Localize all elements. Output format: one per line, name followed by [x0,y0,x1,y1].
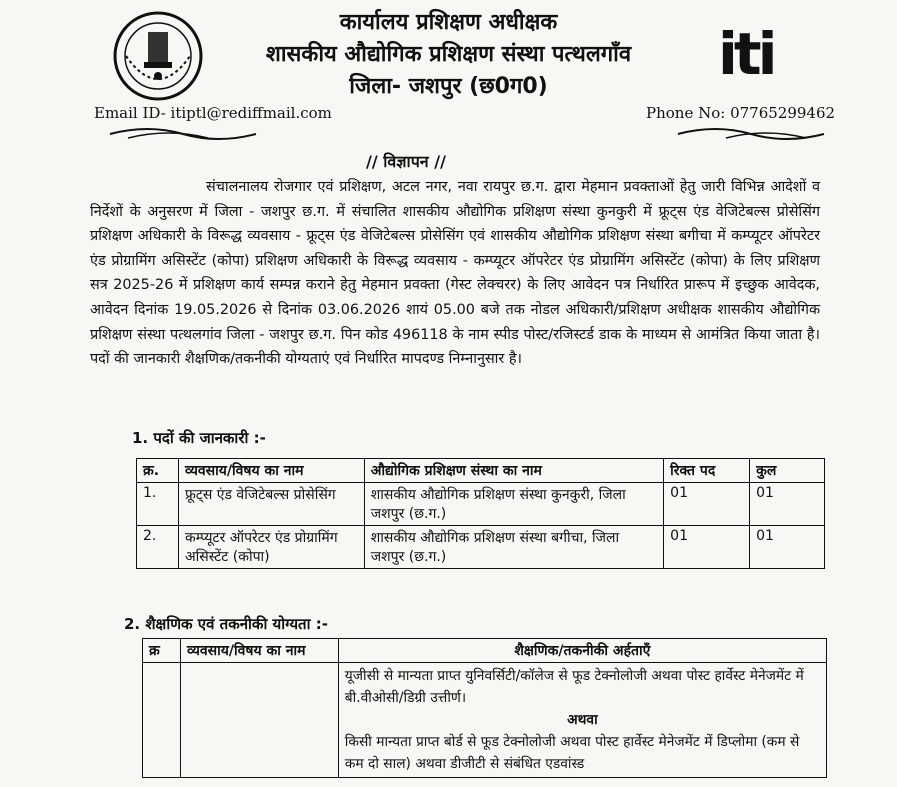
cell-serial [143,663,181,778]
iti-logo-text: iti [718,24,774,82]
col-institute: औद्योगिक प्रशिक्षण संस्था का नाम [364,459,663,483]
col-trade: व्यवसाय/विषय का नाम [178,459,364,483]
phone-number: Phone No: 07765299462 [646,104,836,122]
flourish-right-icon [676,124,826,144]
cell-trade: फ्रूट्स एंड वेजिटेबल्स प्रोसेसिंग [178,483,364,526]
cell-total: 01 [750,483,825,526]
institute-title: शासकीय औद्योगिक प्रशिक्षण संस्था पत्थलगाँव [265,42,632,67]
qualification-table [142,638,827,778]
cell-trade [180,663,338,778]
cell-total: 01 [750,526,825,569]
cell-vacancy: 01 [664,483,750,526]
notice-paragraph: संचालनालय रोजगार एवं प्रशिक्षण, अटल नगर, नवा रायपुर छ.ग. द्वारा मेहमान प्रवक्ताओं हेतु जारी विभिन्न आदेशों व निर्देशों के अनुसरण में जिला - जशपुर छ.ग. में संचालित शासकीय औद्योगिक प्रशिक्षण संस्था कुनकुरी में फ्रूट्स एंड वेजिटेबल्स प्रोसेसिंग प्रशिक्षण अधिकारी के विरूद्ध व्यवसाय - फ्रूट्स एंड वेजिटेबल्स प्रोसेसिंग एवं शासकीय औद्योगिक प्रशिक्षण संस्था बगीचा में कम्प्यूटर ऑपरेटर एंड प्रोग्रामिंग असिस्टेंट (कोपा) प्रशिक्षण अधिकारी के विरूद्ध व्यवसाय - कम्प्यूटर ऑपरेटर एंड प्रोग्रामिंग असिस्टेंट (कोपा) के लिए प्रशिक्षण सत्र 2025-26 में प्रशिक्षण कार्य सम्पन्न कराने हेतु मेहमान प्रवक्ता (गेस्ट लेक्चरर) के लिए आवेदन पत्र निर्धारित प्रारूप में इच्छुक आवेदक, आवेदन दिनांक 19.05.2026 से दिनांक 03.06.2026 शायं 05.00 बजे तक नोडल अधिकारी/प्रशिक्षण अधीक्षक शासकीय औद्योगिक प्रशिक्षण संस्था पत्थलगांव जिला - जशपुर छ.ग. पिन कोड 496118 के नाम स्पीड पोस्ट/रजिस्टर्ड डाक के माध्यम से आमंत्रित किया जाता है। पदों की जानकारी शैक्षणिक/तकनीकी योग्यताएं एवं निर्धारित मापदण्ड निम्नानुसार है। [90,179,820,368]
district-title: जिला- जशपुर (छ0ग0) [349,74,548,99]
cell-vacancy: 01 [664,526,750,569]
or-label: अथवा [567,712,598,728]
col-vacancy: रिक्त पद [664,459,750,483]
qualification-degree: यूजीसी से मान्यता प्राप्त युनिवर्सिटी/कॉलेज से फूड टेक्नोलोजी अथवा पोस्ट हार्वेस्ट मेनेजमेंट में बी.वीओसी/डिग्री उत्तीर्ण। [344,668,804,706]
email-address: Email ID- itiptl@rediffmail.com [94,104,332,122]
cell-trade: कम्प्यूटर ऑपरेटर एंड प्रोग्रामिंग असिस्टेंट (कोपा) [178,526,364,569]
table-header-row [137,459,825,483]
cell-institute: शासकीय औद्योगिक प्रशिक्षण संस्था कुनकुरी, जिला जशपुर (छ.ग.) [364,483,663,526]
flourish-left-icon [108,124,258,144]
qualification-diploma: किसी मान्यता प्राप्त बोर्ड से फूड टेक्नोलोजी अथवा पोस्ट हार्वेस्ट मेनेजमेंट में डिप्लोमा (कम से कम दो साल) अथवा डीजीटी से संबंधित एडवांस्ड [344,734,800,772]
table-row [137,526,825,569]
col-serial: क्र. [137,459,179,483]
section1-heading: 1. पदों की जानकारी :- [132,429,266,447]
iti-logo-icon [716,24,822,82]
col-trade: व्यवसाय/विषय का नाम [180,639,338,663]
office-title: कार्यालय प्रशिक्षण अधीक्षक [339,10,558,35]
section2-heading: 2. शैक्षणिक एवं तकनीकी योग्यता :- [124,615,328,633]
table-row [143,663,827,778]
table-header-row [143,639,827,663]
cell-institute: शासकीय औद्योगिक प्रशिक्षण संस्था बगीचा, जिला जशपुर (छ.ग.) [364,526,663,569]
col-qualification: शैक्षणिक/तकनीकी अर्हताएँ [338,639,826,663]
table-row [137,483,825,526]
cell-serial: 1. [137,483,179,526]
notice-title: // विज्ञापन // [366,152,446,171]
notice-body [90,175,820,372]
cell-serial: 2. [137,526,179,569]
col-serial: क्र [143,639,181,663]
col-total: कुल [750,459,825,483]
posts-table [136,458,825,569]
cell-qualification [338,663,826,778]
